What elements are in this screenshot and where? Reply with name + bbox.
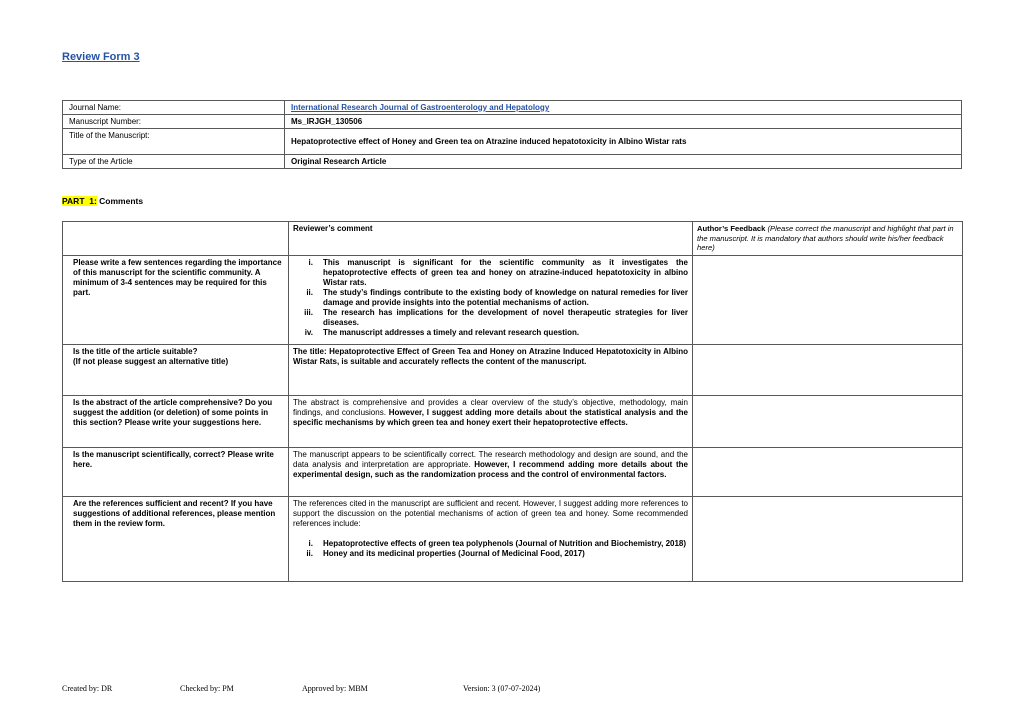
table-header-row	[63, 222, 963, 256]
table-row-importance	[63, 255, 963, 344]
manuscript-info-table	[62, 100, 962, 169]
list-numeral: iii.	[304, 307, 313, 317]
journal-name-label: Journal Name:	[63, 101, 285, 115]
list-numeral: iv.	[304, 327, 313, 337]
author-feedback-header-bold: Author’s Feedback	[697, 224, 768, 233]
footer-created-by: Created by: DR	[62, 684, 113, 693]
list-numeral: i.	[308, 538, 313, 548]
header-empty-cell	[63, 222, 289, 256]
table-row-references	[63, 496, 963, 581]
part1-title: Comments	[96, 196, 144, 206]
list-numeral: ii.	[306, 287, 313, 297]
list-item	[293, 328, 688, 338]
article-type-value: Original Research Article	[285, 155, 962, 169]
page-title: Review Form 3	[62, 51, 140, 63]
article-type-label: Type of the Article	[63, 155, 285, 169]
author-feedback-header	[693, 222, 963, 256]
comment-normal-text: The manuscript appears to be scientifically correct. The research methodology and design are sound, and the data analysis and interpretation are appropriate.	[293, 449, 691, 469]
question-importance: Please write a few sentences regarding the importance of this manuscript for the scientific community. A minimum of 3-4 sentences may be required for this part.	[63, 255, 289, 344]
question-title-suitable	[63, 344, 289, 395]
footer-approved-by: Approved by: MBM	[302, 684, 368, 693]
comment-title-suitable	[289, 344, 693, 395]
table-row-title-suitable	[63, 344, 963, 395]
footer-checked-by: Checked by: PM	[180, 684, 234, 693]
manuscript-title-value: Hepatoprotective effect of Honey and Green tea on Atrazine induced hepatotoxicity in Albino Wistar rats	[285, 129, 962, 155]
table-row-scientific	[63, 447, 963, 496]
list-item	[293, 258, 688, 288]
comments-table	[62, 221, 963, 582]
list-text: The research has implications for the development of novel therapeutic strategies for liver diseases.	[323, 307, 688, 327]
comment-scientific	[289, 447, 693, 496]
comment-bold-text: However, I suggest adding more details about the statistical analysis and the specific mechanisms by which green tea and honey exert their hepatoprotective effects.	[293, 407, 688, 427]
list-item	[293, 308, 688, 328]
table-row	[63, 129, 962, 155]
manuscript-number-label: Manuscript Number:	[63, 115, 285, 129]
question-abstract: Is the abstract of the article comprehensive? Do you suggest the addition (or deletion) of some points in this section? Please write your suggestions here.	[63, 395, 289, 447]
table-row	[63, 115, 962, 129]
comment-importance	[289, 255, 693, 344]
question-line: Is the title of the article suitable?	[73, 346, 198, 356]
comment-references	[289, 496, 693, 581]
part1-heading	[62, 196, 143, 206]
question-scientific: Is the manuscript scientifically, correct? Please write here.	[63, 447, 289, 496]
manuscript-title-label: Title of the Manuscript:	[63, 129, 285, 155]
list-text: Hepatoprotective effects of green tea polyphenols (Journal of Nutrition and Biochemistry, 2018)	[323, 538, 687, 548]
comment-abstract	[289, 395, 693, 447]
feedback-cell-empty	[693, 344, 963, 395]
list-item	[293, 539, 688, 549]
table-row	[63, 155, 962, 169]
journal-name-link[interactable]: International Research Journal of Gastroenterology and Hepatology	[291, 103, 550, 112]
list-text: The study’s findings contribute to the existing body of knowledge on natural remedies for liver damage and provide insights into the potential mechanisms of action.	[323, 287, 688, 307]
feedback-cell-empty	[693, 395, 963, 447]
comment-normal-text: The references cited in the manuscript are sufficient and recent. However, I suggest adding more references to support the discussion on the potential mechanisms of action of green tea and honey. Some recommended references include:	[293, 498, 688, 528]
reviewer-comment-header: Reviewer’s comment	[289, 222, 693, 256]
list-text: The manuscript addresses a timely and relevant research question.	[323, 327, 580, 337]
question-line: (If not please suggest an alternative title)	[73, 356, 229, 366]
table-row	[63, 101, 962, 115]
list-numeral: i.	[308, 257, 313, 267]
table-row-abstract	[63, 395, 963, 447]
comment-bold-text: The title: Hepatoprotective Effect of Green Tea and Honey on Atrazine Induced Hepatotoxicity in Albino Wistar Rats, is suitable and accurately reflects the content of the manuscript.	[293, 346, 688, 366]
list-item	[293, 288, 688, 308]
feedback-cell-empty	[693, 496, 963, 581]
list-text: This manuscript is significant for the scientific community as it investigates the hepatoprotective effects of green tea and honey on atrazine-induced hepatotoxicity in albino Wistar rats.	[323, 257, 688, 287]
feedback-cell-empty	[693, 447, 963, 496]
feedback-cell-empty	[693, 255, 963, 344]
part1-badge: PART 1:	[62, 196, 97, 206]
author-feedback-header-note: (Please correct the manuscript and highlight that part in the manuscript. It is mandatory that authors should write his/her feedback here)	[697, 224, 954, 252]
list-numeral: ii.	[306, 548, 313, 558]
footer-version: Version: 3 (07-07-2024)	[463, 684, 541, 693]
comment-bold-text: However, I recommend adding more details about the experimental design, such as the randomization process and the control of environmental factors.	[293, 459, 689, 479]
manuscript-number-value: Ms_IRJGH_130506	[285, 115, 962, 129]
list-text: Honey and its medicinal properties (Journal of Medicinal Food, 2017)	[323, 548, 585, 558]
comment-normal-text: The abstract is comprehensive and provides a clear overview of the study’s objective, methodology, main findings, and conclusions.	[293, 397, 691, 417]
question-references: Are the references sufficient and recent? If you have suggestions of additional references, please mention them in the review form.	[63, 496, 289, 581]
list-item	[293, 549, 688, 559]
